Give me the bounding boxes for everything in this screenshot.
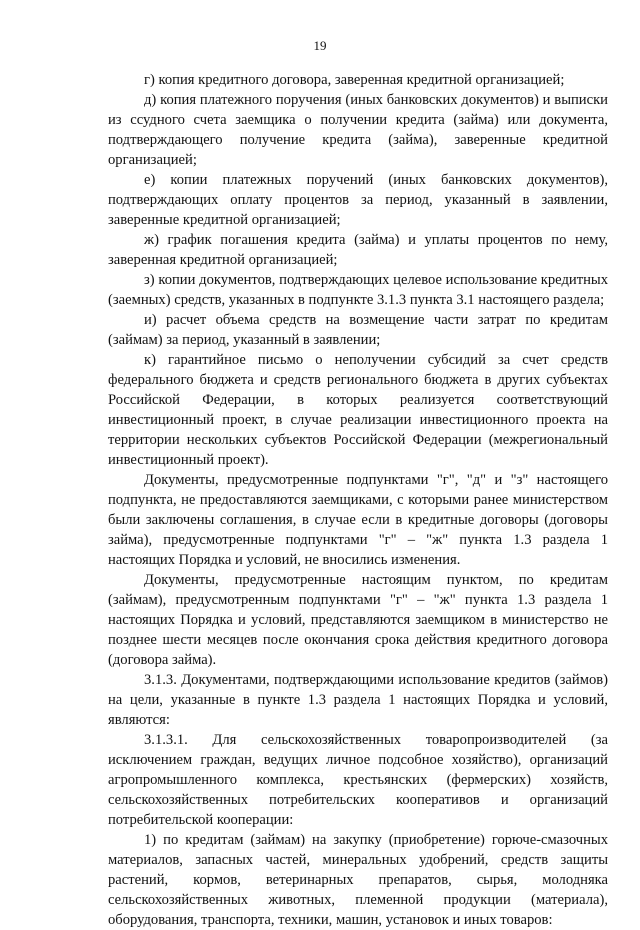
paragraph-k: к) гарантийное письмо о неполучении субсидий за счет средств федерального бюджета и средств регионального бюджета в других субъектах Российской Федерации, в которых реализуется соответствующий инвестиционный проект, в случае реализации инвестиционного проекта на территории нескольких субъектов Российской Федерации (межрегиональный инвестиционный проект). bbox=[108, 352, 608, 468]
paragraph-3-1-3: 3.1.3. Документами, подтверждающими использование кредитов (займов) на цели, указанные в пункте 1.3 раздела 1 настоящих Порядка и условий, являются: bbox=[108, 672, 608, 728]
paragraph-d: д) копия платежного поручения (иных банковских документов) и выписки из ссудного счета заемщика о получении кредита (займа) или документа, подтверждающего получение кредита (займа), заверенные кредитной организацией; bbox=[108, 92, 608, 168]
paragraph-documents-not-provided: Документы, предусмотренные подпунктами "г", "д" и "з" настоящего подпункта, не предоставляются заемщиками, с которыми ранее министерством были заключены соглашения, в случае если в кредитные договоры (договоры займа), предусмотренные подпунктами "г" – "ж" пункта 1.3 раздела 1 настоящих Порядка и условий, не вносились изменения. bbox=[108, 472, 608, 568]
paragraph-e: е) копии платежных поручений (иных банковских документов), подтверждающих оплату процентов за период, указанный в заявлении, заверенные кредитной организацией; bbox=[108, 172, 608, 228]
paragraph-i: и) расчет объема средств на возмещение части затрат по кредитам (займам) за период, указанный в заявлении; bbox=[108, 312, 608, 348]
paragraph-documents-deadline: Документы, предусмотренные настоящим пунктом, по кредитам (займам), предусмотренным подпунктами "г" – "ж" пункта 1.3 раздела 1 настоящих Порядка и условий, представляются заемщиком в министерство не позднее шести месяцев после окончания срока действия кредитного договора (договора займа). bbox=[108, 572, 608, 668]
paragraph-z: з) копии документов, подтверждающих целевое использование кредитных (заемных) средств, указанных в подпункте 3.1.3 пункта 3.1 настоящего раздела; bbox=[108, 272, 608, 308]
paragraph-g: г) копия кредитного договора, заверенная кредитной организацией; bbox=[144, 72, 565, 88]
paragraph-3-1-3-1: 3.1.3.1. Для сельскохозяйственных товаропроизводителей (за исключением граждан, ведущих личное подсобное хозяйство), организаций агропромышленного комплекса, крестьянских (фермерских) хозяйств, сельскохозяйственных потребительских кооперативов и организаций потребительской кооперации: bbox=[108, 732, 608, 828]
paragraph-item-1: 1) по кредитам (займам) на закупку (приобретение) горюче-смазочных материалов, запасных частей, минеральных удобрений, средств защиты растений, кормов, ветеринарных препаратов, сырья, молодняка сельскохозяйственных животных, племенной продукции (материала), оборудования, транспорта, техники, машин, установок и иных товаров: bbox=[108, 832, 608, 928]
page-number: 19 bbox=[313, 38, 327, 53]
paragraph-zh: ж) график погашения кредита (займа) и уплаты процентов по нему, заверенная кредитной организацией; bbox=[108, 232, 608, 268]
document-body bbox=[108, 70, 608, 930]
